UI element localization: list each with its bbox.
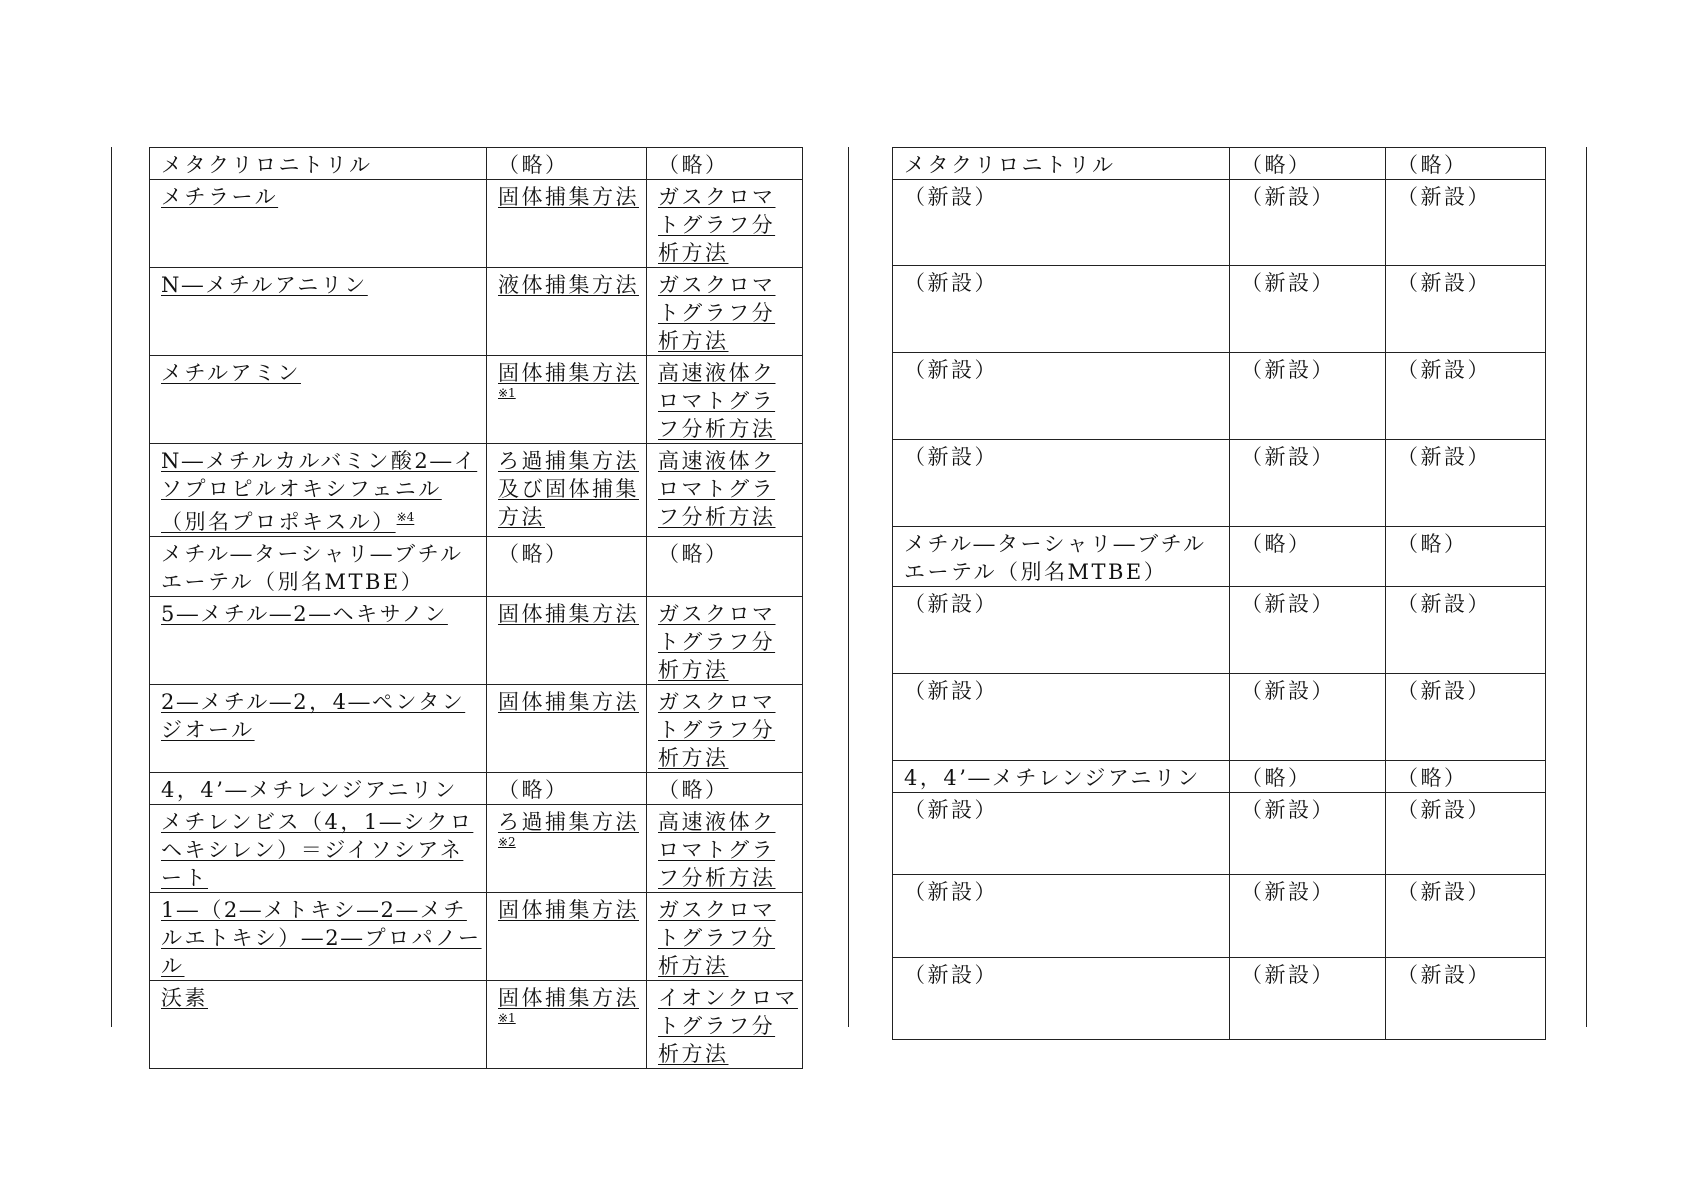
current-name: （新設） [904,271,998,295]
current-analysis: （略） [1397,153,1468,177]
substance-name-cell [150,597,487,685]
current-name-cell [893,527,1230,587]
current-analysis: （新設） [1397,185,1491,209]
current-name-cell [893,180,1230,266]
right-margin-line [1586,147,1587,1027]
current-name: （新設） [904,963,998,987]
method-footnote-mark: ※2 [498,835,516,849]
method-footnote-mark: ※1 [498,386,516,400]
substance-name-cell [150,180,487,268]
current-name: （新設） [904,592,998,616]
current-row [893,674,1546,761]
current-row [893,587,1546,674]
analysis-method: （略） [658,153,729,177]
current-analysis-cell [1386,440,1546,527]
current-analysis: （略） [1397,532,1468,556]
revised-row [150,180,803,268]
current-analysis-cell [1386,266,1546,353]
current-analysis-cell [1386,674,1546,761]
analysis-method: 高速液体クロマトグラフ分析方法 [658,361,776,441]
current-method-cell [1230,440,1386,527]
revised-row [150,356,803,444]
current-method: （新設） [1241,798,1335,822]
sampling-method: 固体捕集方法 [498,690,639,714]
sampling-method: 固体捕集方法 [498,602,639,626]
sampling-method-cell [487,805,647,893]
current-name: メチル―ターシャリ―ブチルエーテル（別名MTBE） [904,532,1207,584]
sampling-method-cell [487,685,647,773]
current-row [893,958,1546,1040]
current-row [893,440,1546,527]
revised-row [150,893,803,981]
substance-name-cell [150,805,487,893]
current-method: （新設） [1241,185,1335,209]
current-name: （新設） [904,358,998,382]
substance-name-cell [150,148,487,180]
current-method: （略） [1241,153,1312,177]
current-method-cell [1230,353,1386,440]
analysis-method: （略） [658,542,729,566]
left-margin-line [111,147,112,1027]
substance-name-cell [150,356,487,444]
current-name-cell [893,353,1230,440]
sampling-method-cell [487,893,647,981]
current-analysis-cell [1386,180,1546,266]
sampling-method: 固体捕集方法 [498,361,639,385]
substance-name: 沃素 [161,986,208,1010]
substance-name: メチル―ターシャリ―ブチルエーテル（別名MTBE） [161,542,464,594]
sampling-method-cell [487,597,647,685]
center-divider-line [848,147,849,1027]
current-method: （新設） [1241,679,1335,703]
current-method-cell [1230,180,1386,266]
ruby-wrapper [161,984,208,1012]
current-analysis: （新設） [1397,679,1491,703]
footnote-mark: ※4 [396,510,415,524]
analysis-method: ガスクロマトグラフ分析方法 [658,185,776,265]
substance-name-cell [150,685,487,773]
current-method: （新設） [1241,963,1335,987]
sampling-method: 液体捕集方法 [498,273,639,297]
current-analysis-cell [1386,353,1546,440]
current-method-cell [1230,761,1386,793]
sampling-method-cell [487,444,647,537]
sampling-method: 固体捕集方法 [498,898,639,922]
current-analysis: （新設） [1397,271,1491,295]
sampling-method: （略） [498,542,569,566]
current-name: （新設） [904,445,998,469]
sampling-method-cell [487,981,647,1069]
sampling-method-cell [487,148,647,180]
analysis-method: （略） [658,778,729,802]
current-name: 4，4’―メチレンジアニリン [904,766,1201,790]
analysis-method: イオンクロマトグラフ分析方法 [658,986,798,1066]
analysis-method: 高速液体クロマトグラフ分析方法 [658,449,776,529]
revised-row [150,773,803,805]
revised-row [150,805,803,893]
substance-name: メチルアミン [161,361,301,385]
current-row [893,353,1546,440]
analysis-method: ガスクロマトグラフ分析方法 [658,690,776,770]
current-method-cell [1230,674,1386,761]
revised-row [150,685,803,773]
analysis-method: ガスクロマトグラフ分析方法 [658,602,776,682]
current-method-cell [1230,958,1386,1040]
current-row [893,266,1546,353]
current-method-cell [1230,793,1386,875]
sampling-method-cell [487,773,647,805]
current-name: （新設） [904,798,998,822]
current-analysis-cell [1386,761,1546,793]
substance-name-cell [150,537,487,597]
current-name-cell [893,587,1230,674]
current-row [893,761,1546,793]
current-name-cell [893,674,1230,761]
current-analysis: （新設） [1397,963,1491,987]
current-analysis-cell [1386,527,1546,587]
current-analysis-cell [1386,875,1546,958]
substance-name: メチラール [161,185,279,209]
analysis-method-cell [647,444,803,537]
sampling-method: 固体捕集方法 [498,185,639,209]
current-analysis: （新設） [1397,798,1491,822]
current-name: メタクリロニトリル [904,153,1116,177]
current-row [893,793,1546,875]
current-name-cell [893,266,1230,353]
sampling-method-cell [487,268,647,356]
analysis-method-cell [647,268,803,356]
current-method-cell [1230,587,1386,674]
ruby-reading [161,981,181,982]
substance-name-cell [150,268,487,356]
current-name: （新設） [904,880,998,904]
current-analysis: （新設） [1397,358,1491,382]
current-method: （新設） [1241,358,1335,382]
substance-name-cell [150,981,487,1069]
current-method-cell [1230,266,1386,353]
current-table [892,147,1546,1040]
current-method: （略） [1241,532,1312,556]
sampling-method-cell [487,180,647,268]
revised-row [150,597,803,685]
revised-row [150,148,803,180]
substance-name: 2―メチル―2，4―ペンタンジオール [161,690,466,742]
current-method: （新設） [1241,271,1335,295]
current-row [893,148,1546,180]
sampling-method: （略） [498,778,569,802]
current-analysis: （新設） [1397,880,1491,904]
analysis-method-cell [647,805,803,893]
current-name-cell [893,148,1230,180]
current-method: （新設） [1241,445,1335,469]
current-name-cell [893,440,1230,527]
sampling-method-cell [487,356,647,444]
revised-row [150,444,803,537]
revised-row [150,537,803,597]
current-analysis-cell [1386,793,1546,875]
current-analysis: （新設） [1397,445,1491,469]
current-row [893,527,1546,587]
current-row [893,180,1546,266]
analysis-method: ガスクロマトグラフ分析方法 [658,898,776,978]
current-method: （新設） [1241,880,1335,904]
current-analysis-cell [1386,587,1546,674]
substance-name: 5―メチル―2―ヘキサノン [161,602,448,626]
substance-name-cell [150,444,487,537]
current-name: （新設） [904,185,998,209]
substance-name-cell [150,893,487,981]
substance-name: N―メチルアニリン [161,273,368,297]
current-row [893,875,1546,958]
analysis-method-cell [647,148,803,180]
revised-row [150,268,803,356]
analysis-method-cell [647,685,803,773]
substance-name: 1―（2―メトキシ―2―メチルエトキシ）―2―プロパノール [161,898,482,978]
sampling-method: ろ過捕集方法 [498,810,639,834]
current-name-cell [893,761,1230,793]
substance-name: 4，4’―メチレンジアニリン [161,778,458,802]
analysis-method-cell [647,597,803,685]
analysis-method-cell [647,893,803,981]
analysis-method-cell [647,773,803,805]
method-footnote-mark: ※1 [498,1011,516,1025]
current-method-cell [1230,875,1386,958]
current-name-cell [893,793,1230,875]
current-analysis: （略） [1397,766,1468,790]
current-analysis-cell [1386,148,1546,180]
analysis-method-cell [647,180,803,268]
current-name-cell [893,875,1230,958]
sampling-method: 固体捕集方法 [498,986,639,1010]
substance-name: メチレンビス（4，1―シクロヘキシレン）＝ジイソシアネート [161,810,474,890]
analysis-method-cell [647,537,803,597]
revised-table [149,147,803,1069]
current-analysis-cell [1386,958,1546,1040]
substance-name: メタクリロニトリル [161,153,373,177]
current-method-cell [1230,527,1386,587]
sampling-method: （略） [498,153,569,177]
current-name: （新設） [904,679,998,703]
analysis-method: 高速液体クロマトグラフ分析方法 [658,810,776,890]
current-method-cell [1230,148,1386,180]
current-method: （新設） [1241,592,1335,616]
revised-row [150,981,803,1069]
current-name-cell [893,958,1230,1040]
sampling-method: ろ過捕集方法及び固体捕集方法 [498,449,639,529]
analysis-method-cell [647,356,803,444]
sampling-method-cell [487,537,647,597]
substance-name: N―メチルカルバミン酸2―イソプロピルオキシフェニル（別名プロポキスル） [161,449,478,534]
substance-name-cell [150,773,487,805]
analysis-method: ガスクロマトグラフ分析方法 [658,273,776,353]
current-method: （略） [1241,766,1312,790]
analysis-method-cell [647,981,803,1069]
current-analysis: （新設） [1397,592,1491,616]
